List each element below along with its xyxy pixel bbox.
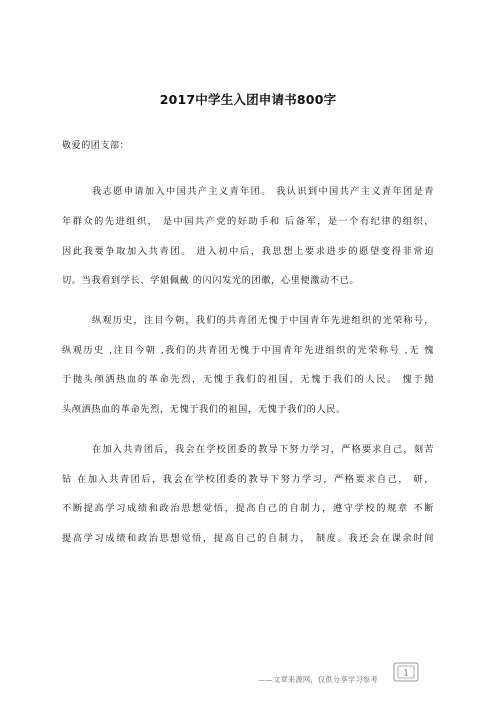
body-line: 纵观历史，注目今朝，我们的共青团无愧于中国青年先进组织的光荣称号， xyxy=(92,315,434,326)
body-line: 因此我要争取加入共青团。 进入初中后，我思想上要求进步的愿望变得非常迫 xyxy=(62,246,434,257)
page-number: 1 xyxy=(403,668,409,678)
body-line: 钻 在加入共青团后，我会在学校团委的教导下努力学习，严格要求自己， 研， xyxy=(62,474,434,485)
greeting: 敬爱的团支部： xyxy=(62,141,130,151)
body-line: 提高学习成绩和政治思想觉悟，提高自己的自制力， 制度。我还会在课余时间 xyxy=(62,533,434,544)
body-line: 不断提高学习成绩和政治思想觉悟，提高自己的自制力，遵守学校的规章 不断 xyxy=(62,503,434,514)
body-line: 切。当我看到学长、学姐佩戴 的闪闪发光的团徽，心里便激动不已。 xyxy=(62,275,360,286)
body-line: 在加入共青团后，我会在学校团委的教导下努力学习，严格要求自己，刻苦 xyxy=(92,444,434,455)
body-line: 我志愿申请加入中国共产主义青年团。 我认识到中国共产主义青年团是青 xyxy=(92,186,434,197)
body-line: 于抛头颅洒热血的革命先烈，无愧于我们的祖国，无愧于我们的人民。 愧于抛 xyxy=(62,374,434,385)
page-number-badge-icon xyxy=(393,662,419,682)
body-line: 纵观历史 ,注目今朝 ,我们的共青团无愧于中国青年先进组织的光荣称号 ,无 愧 xyxy=(62,345,434,356)
body-line: 年群众的先进组织， 是中国共产党的好助手和 后备军，是一个有纪律的组织， xyxy=(62,216,434,227)
document-title: 2017中学生入团申请书800字 xyxy=(159,92,337,107)
footer-source-note: ——文章来源网，仅供分享学习参考 xyxy=(258,675,378,684)
body-line: 头颅洒热血的革命先烈，无愧于我们的祖国，无愧于我们的人民。 xyxy=(62,404,346,415)
